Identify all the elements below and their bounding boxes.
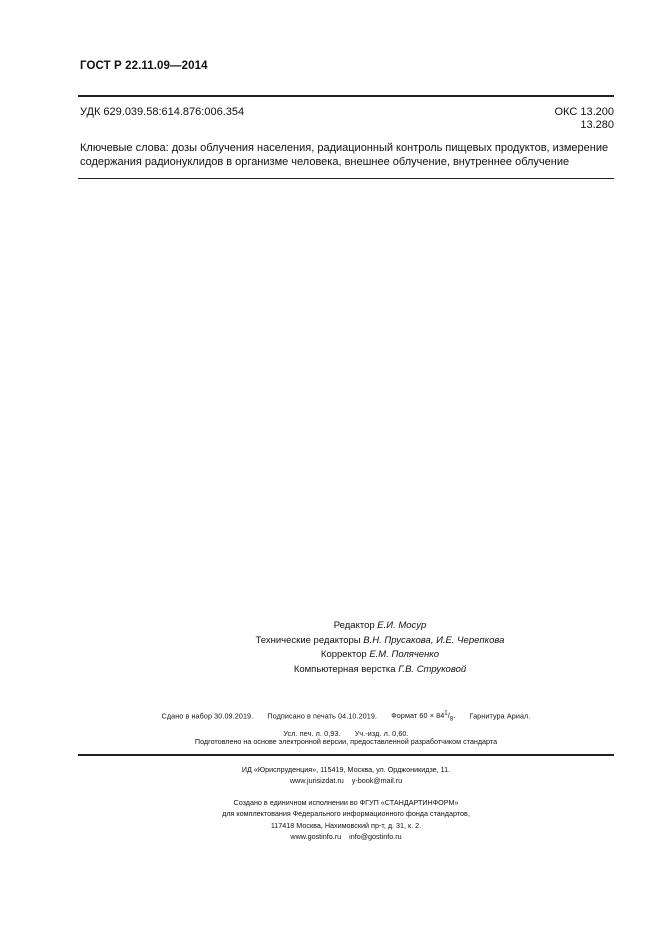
- publisher-address: ИД «Юриспруденция», 115419, Москва, ул. Орджоникидзе, 11.: [241, 765, 451, 774]
- publisher-block: [78, 764, 614, 787]
- paper-format: Формат $60 \times 84^1/_8$.: [391, 711, 456, 723]
- publisher-contacts: [78, 775, 614, 786]
- signed-date: Подписано в печать 04.10.2019.: [267, 711, 378, 721]
- printer-block: [78, 797, 614, 843]
- document-id: ГОСТ Р 22.11.09—2014: [80, 60, 208, 72]
- corrector-name: Е.М. Поляченко: [369, 649, 440, 661]
- print-sheets: Усл. печ. л. 0,93.: [283, 728, 341, 738]
- oks-code: [555, 106, 615, 132]
- top-divider: [78, 95, 614, 97]
- printer-contacts: [78, 831, 614, 842]
- imprint-row-1: [78, 708, 614, 727]
- printer-line-1: Создано в единичном исполнении во ФГУП «СТАНДАРТИНФОРМ»: [233, 798, 459, 807]
- corrector-role: Корректор: [320, 649, 367, 661]
- credits-block: [180, 619, 580, 677]
- keywords-divider: [78, 178, 614, 179]
- printer-email-link[interactable]: info@gostinfo.ru: [349, 832, 402, 842]
- pub-sheets: Уч.-изд. л. 0,60.: [354, 728, 409, 738]
- tech-role: Технические редакторы: [255, 634, 361, 646]
- credit-corrector: [180, 648, 580, 663]
- editor-name: Е.И. Мосур: [377, 620, 427, 631]
- printer-line-3: 117418 Москва, Нахимовский пр-т, д. 31, к. 2.: [270, 820, 422, 830]
- credit-tech-editors: [180, 634, 580, 649]
- tech-names: В.Н. Прусакова, И.Е. Черепкова: [363, 634, 505, 646]
- prepared-note: Подготовлено на основе электронной версии, предоставленной разработчиком стандарта: [194, 737, 498, 746]
- imprint-block: [78, 708, 614, 740]
- oks-line-1: ОКС 13.200: [554, 106, 614, 118]
- editor-role: Редактор: [333, 620, 375, 631]
- printer-site-link[interactable]: www.gostinfo.ru: [290, 832, 342, 842]
- layout-name: Г.В. Струковой: [398, 663, 467, 675]
- keywords-paragraph: Ключевые слова: дозы облучения населения, радиационный контроль пищевых продуктов, измерение содержания радионуклидов в организме человека, внешнее облучение, внутреннее облучение: [80, 142, 609, 168]
- publisher-divider: [78, 754, 614, 756]
- layout-role: Компьютерная верстка: [293, 663, 396, 675]
- publisher-email-link[interactable]: y-book@mail.ru: [351, 776, 403, 786]
- udk-code: УДК 629.039.58:614.876:006.354: [80, 106, 245, 118]
- oks-line-2: 13.280: [580, 119, 614, 131]
- publisher-site-link[interactable]: www.jurisizdat.ru: [289, 776, 344, 786]
- font-name: Гарнитура Ариал.: [469, 711, 531, 721]
- credit-editor: [180, 619, 580, 634]
- printer-line-2: для комплектования Федерального информационного фонда стандартов,: [222, 809, 470, 819]
- submitted-date: Сдано в набор 30.09.2019.: [161, 711, 254, 721]
- credit-layout: [180, 663, 580, 678]
